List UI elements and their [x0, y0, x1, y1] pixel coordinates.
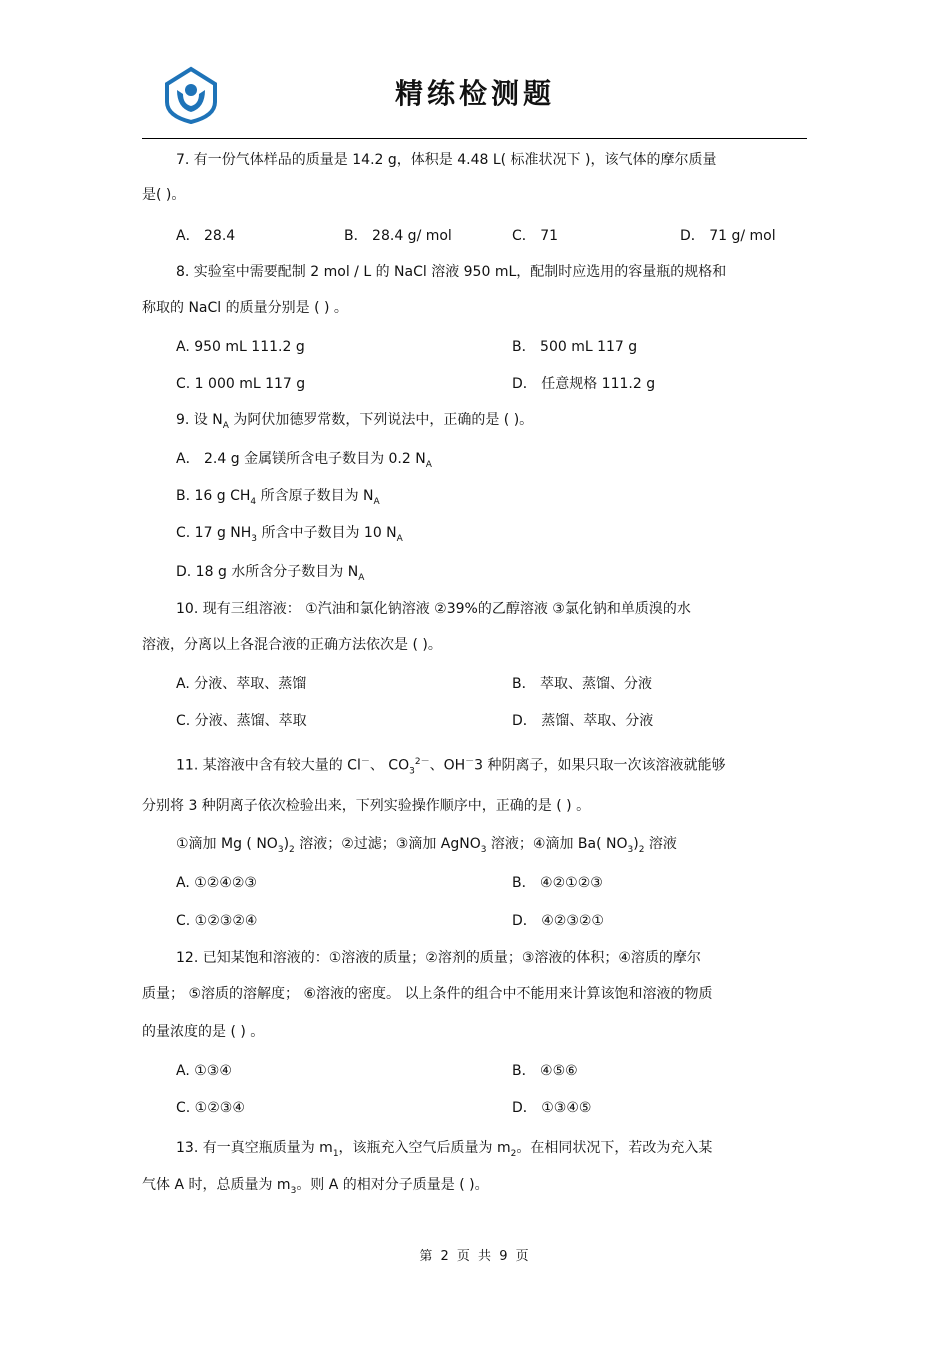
q9-option-c: C. 17 g $NH_3$ 所含中子数目为 10 $N_A$	[176, 525, 403, 544]
q11-stem-line3: ①滴加 Mg ( $NO_3)_2$ 溶液；②过滤；③滴加 AgNO$_3$ 溶液；④滴加 Ba( $NO_3)_2$ 溶液	[176, 836, 677, 855]
q11-option-a: A. ①②④②③	[176, 875, 257, 891]
q8-stem-line2: 称取的 NaCl 的质量分别是 ( ) 。	[142, 300, 348, 316]
q12-stem-line2: 质量； ⑤溶质的溶解度； ⑥溶液的密度。 以上条件的组合中不能用来计算该饱和溶液的物质	[142, 986, 713, 1002]
q8-option-b: B． 500 mL 117 g	[512, 339, 638, 355]
q7-stem-line2: 是( )。	[142, 187, 186, 203]
q10-stem-line2: 溶液，分离以上各混合液的正确方法依次是 ( )。	[142, 637, 442, 653]
q11-option-c: C. ①②③②④	[176, 913, 258, 929]
q12-option-b: B． ④⑤⑥	[512, 1063, 578, 1079]
q7-stem-line1: 7. 有一份气体样品的质量是 14.2 g，体积是 4.48 L( 标准状况下 )，该气体的摩尔质量	[176, 152, 717, 168]
q11-option-b: B． ④②①②③	[512, 875, 603, 891]
q9-option-d: D. 18 g 水所含分子数目为 $N_A$	[176, 564, 365, 583]
q13-stem-line2: 气体 A 时，总质量为 $m_3$。则 A 的相对分子质量是 ( )。	[142, 1177, 489, 1196]
q8-option-c: C. 1 000 mL 117 g	[176, 376, 306, 392]
publisher-logo	[163, 66, 219, 124]
q10-option-b: B． 萃取、蒸馏、分液	[512, 676, 653, 692]
q12-option-c: C. ①②③④	[176, 1100, 245, 1116]
q11-stem-line1: 11. 某溶液中含有较大量的 Cl－、 $CO_3^{2-}$、OH－3 种阴离子，如果只取一次该溶液就能够	[176, 757, 726, 777]
q12-stem-line1: 12. 已知某饱和溶液的：①溶液的质量；②溶剂的质量；③溶液的体积；④溶质的摩尔	[176, 950, 701, 966]
q11-option-d: D． ④②③②①	[512, 913, 604, 929]
q8-stem-line1: 8. 实验室中需要配制 2 mol / L 的 NaCl 溶液 950 mL，配制时应选用的容量瓶的规格和	[176, 264, 727, 280]
header-divider	[142, 138, 807, 139]
page-number: 第 2 页 共 9 页	[419, 1249, 531, 1264]
q8-option-d: D． 任意规格 111.2 g	[512, 376, 656, 392]
q12-option-d: D． ①③④⑤	[512, 1100, 592, 1116]
q7-option-c: C． 71	[512, 228, 559, 244]
q9-option-b: B. 16 g $CH_4$ 所含原子数目为 $N_A$	[176, 488, 380, 507]
q10-option-c: C. 分液、蒸馏、萃取	[176, 713, 307, 729]
q11-stem-line2: 分别将 3 种阴离子依次检验出来，下列实验操作顺序中，正确的是 ( ) 。	[142, 798, 591, 814]
q7-option-a: A． 28.4	[176, 228, 236, 244]
q12-option-a: A. ①③④	[176, 1063, 232, 1079]
header-title: 精练检测题	[395, 77, 556, 110]
q9-stem: 9. 设 $N_A$ 为阿伏加德罗常数，下列说法中，正确的是 ( )。	[176, 412, 534, 431]
q7-option-b: B． 28.4 g/ mol	[344, 228, 452, 244]
q9-option-a: A． 2.4 g 金属镁所含电子数目为 0.2 $N_A$	[176, 451, 432, 470]
q10-option-d: D． 蒸馏、萃取、分液	[512, 713, 654, 729]
q8-option-a: A. 950 mL 111.2 g	[176, 339, 305, 355]
q7-option-d: D． 71 g/ mol	[680, 228, 776, 244]
q13-stem-line1: 13. 有一真空瓶质量为 $m_1$，该瓶充入空气后质量为 $m_2$。在相同状况下，若改为充入某	[176, 1140, 713, 1159]
q10-option-a: A. 分液、萃取、蒸馏	[176, 676, 307, 692]
q12-stem-line3: 的量浓度的是 ( ) 。	[142, 1024, 265, 1040]
q10-stem-line1: 10. 现有三组溶液： ①汽油和氯化钠溶液 ②39%的乙醇溶液 ③氯化钠和单质溴的水	[176, 601, 691, 617]
